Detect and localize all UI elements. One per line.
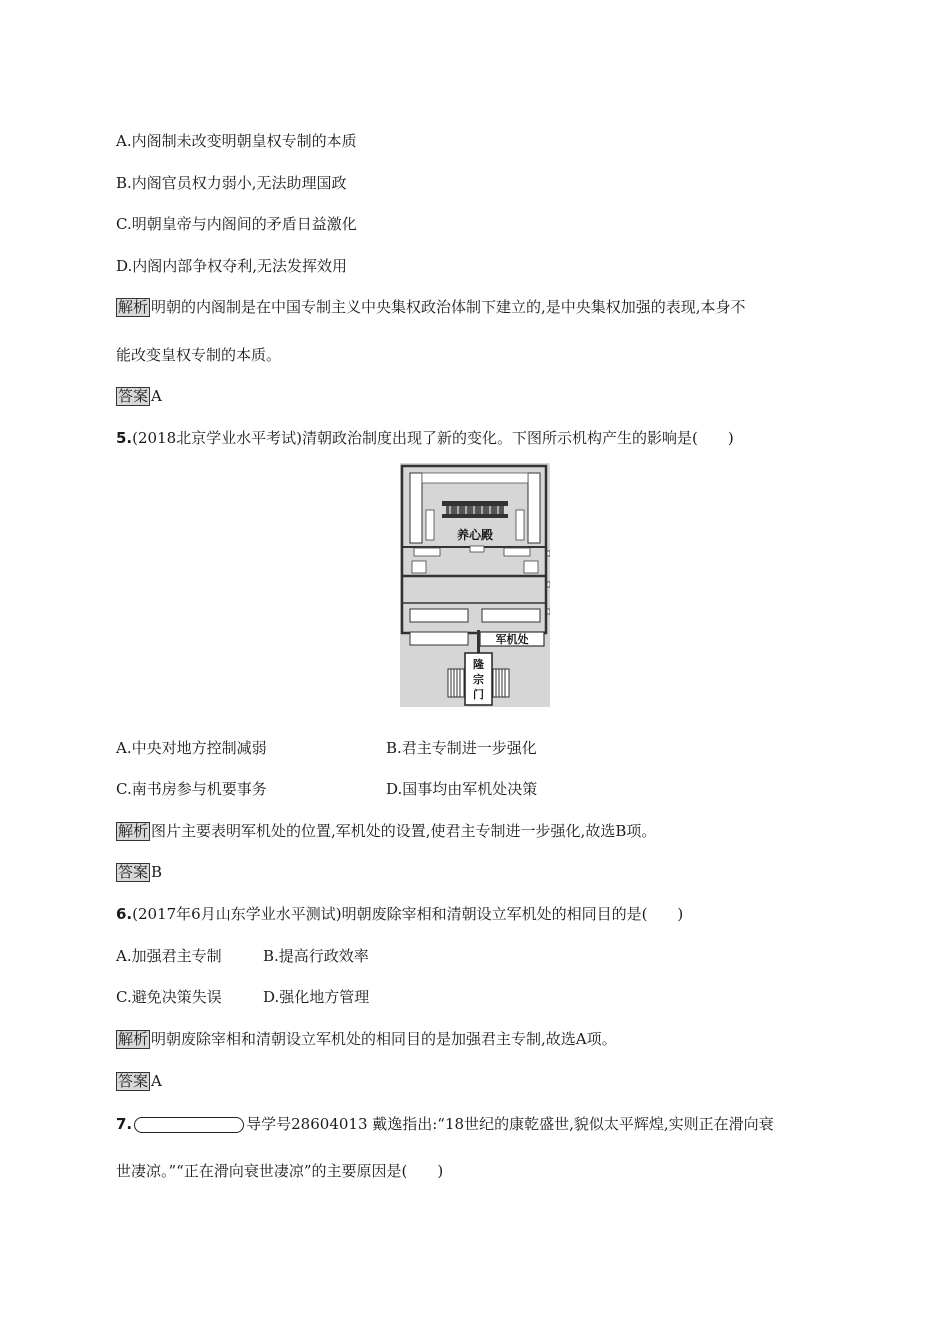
study-id-pill-icon — [134, 1117, 244, 1133]
q6-option-d: D.强化地方管理 — [263, 988, 370, 1006]
q4-analysis — [116, 297, 746, 317]
q7-stem-cont: 世凄凉。”“正在滑向衰世凄凉”的主要原因是( ) — [116, 1162, 444, 1180]
q4-answer-value: A — [151, 387, 162, 405]
q4-answer — [116, 386, 162, 406]
q5-stem — [116, 428, 734, 448]
q7-stem-text: 导学号28604013 戴逸指出:“18世纪的康乾盛世,貌似太平辉煌,实则正在滑向衰 — [246, 1115, 774, 1133]
q5-option-d: D.国事均由军机处决策 — [386, 780, 538, 798]
answer-tag: 答案 — [118, 863, 149, 881]
office-label: 军机处 — [495, 633, 529, 646]
answer-tag: 答案 — [118, 387, 149, 405]
q5-analysis-text: 图片主要表明军机处的位置,军机处的设置,使君主专制进一步强化,故选B项。 — [151, 822, 657, 840]
q6-options-row2 — [116, 987, 370, 1007]
gate-label-2: 宗 — [473, 673, 484, 686]
q7-number: 7. — [116, 1115, 133, 1133]
hall-label: 养心殿 — [456, 528, 494, 542]
q5-option-a: A.中央对地方控制减弱 — [116, 739, 267, 757]
q5-answer — [116, 862, 162, 882]
q4-option-b: B.内阁官员权力弱小,无法助理国政 — [116, 174, 347, 192]
q5-answer-value: B — [151, 863, 163, 881]
q6-option-b: B.提高行政效率 — [263, 947, 369, 965]
q6-number: 6. — [116, 905, 133, 923]
forbidden-city-diagram — [400, 463, 550, 707]
q5-option-c: C.南书房参与机要事务 — [116, 780, 267, 798]
q4-analysis-text: 明朝的内阁制是在中国专制主义中央集权政治体制下建立的,是中央集权加强的表现,本身不 — [151, 298, 746, 316]
q6-option-a: A.加强君主专制 — [116, 947, 222, 965]
hall-building-icon — [442, 501, 508, 518]
analysis-tag: 解析 — [118, 298, 149, 316]
q4-option-d: D.内阁内部争权夺利,无法发挥效用 — [116, 257, 348, 275]
q6-stem — [116, 904, 683, 924]
q6-analysis — [116, 1029, 617, 1049]
gate-label-1: 隆 — [473, 658, 484, 671]
q6-option-c: C.避免决策失误 — [116, 988, 222, 1006]
q5-analysis — [116, 821, 656, 841]
q7-stem — [116, 1114, 774, 1134]
q6-analysis-text: 明朝废除宰相和清朝设立军机处的相同目的是加强君主专制,故选A项。 — [151, 1030, 617, 1048]
q6-stem-text: (2017年6月山东学业水平测试)明朝废除宰相和清朝设立军机处的相同目的是( ) — [132, 905, 684, 923]
analysis-tag: 解析 — [118, 822, 149, 840]
q5-stem-text: (2018北京学业水平考试)清朝政治制度出现了新的变化。下图所示机构产生的影响是( ) — [132, 429, 734, 447]
gate-label-3: 门 — [473, 688, 484, 701]
q4-option-a: A.内阁制未改变明朝皇权专制的本质 — [116, 132, 357, 150]
q6-answer-value: A — [151, 1072, 162, 1090]
analysis-tag: 解析 — [118, 1030, 149, 1048]
q5-number: 5. — [116, 429, 133, 447]
q5-option-b: B.君主专制进一步强化 — [386, 739, 537, 757]
steps-right-icon — [493, 669, 509, 697]
answer-tag: 答案 — [118, 1072, 149, 1090]
q4-option-c: C.明朝皇帝与内阁间的矛盾日益激化 — [116, 215, 357, 233]
steps-left-icon — [448, 669, 464, 697]
q6-answer — [116, 1071, 162, 1091]
q4-analysis-cont: 能改变皇权专制的本质。 — [116, 346, 282, 364]
q5-options-row2 — [116, 779, 538, 799]
q6-options-row1 — [116, 946, 369, 966]
q5-options-row1 — [116, 738, 537, 758]
